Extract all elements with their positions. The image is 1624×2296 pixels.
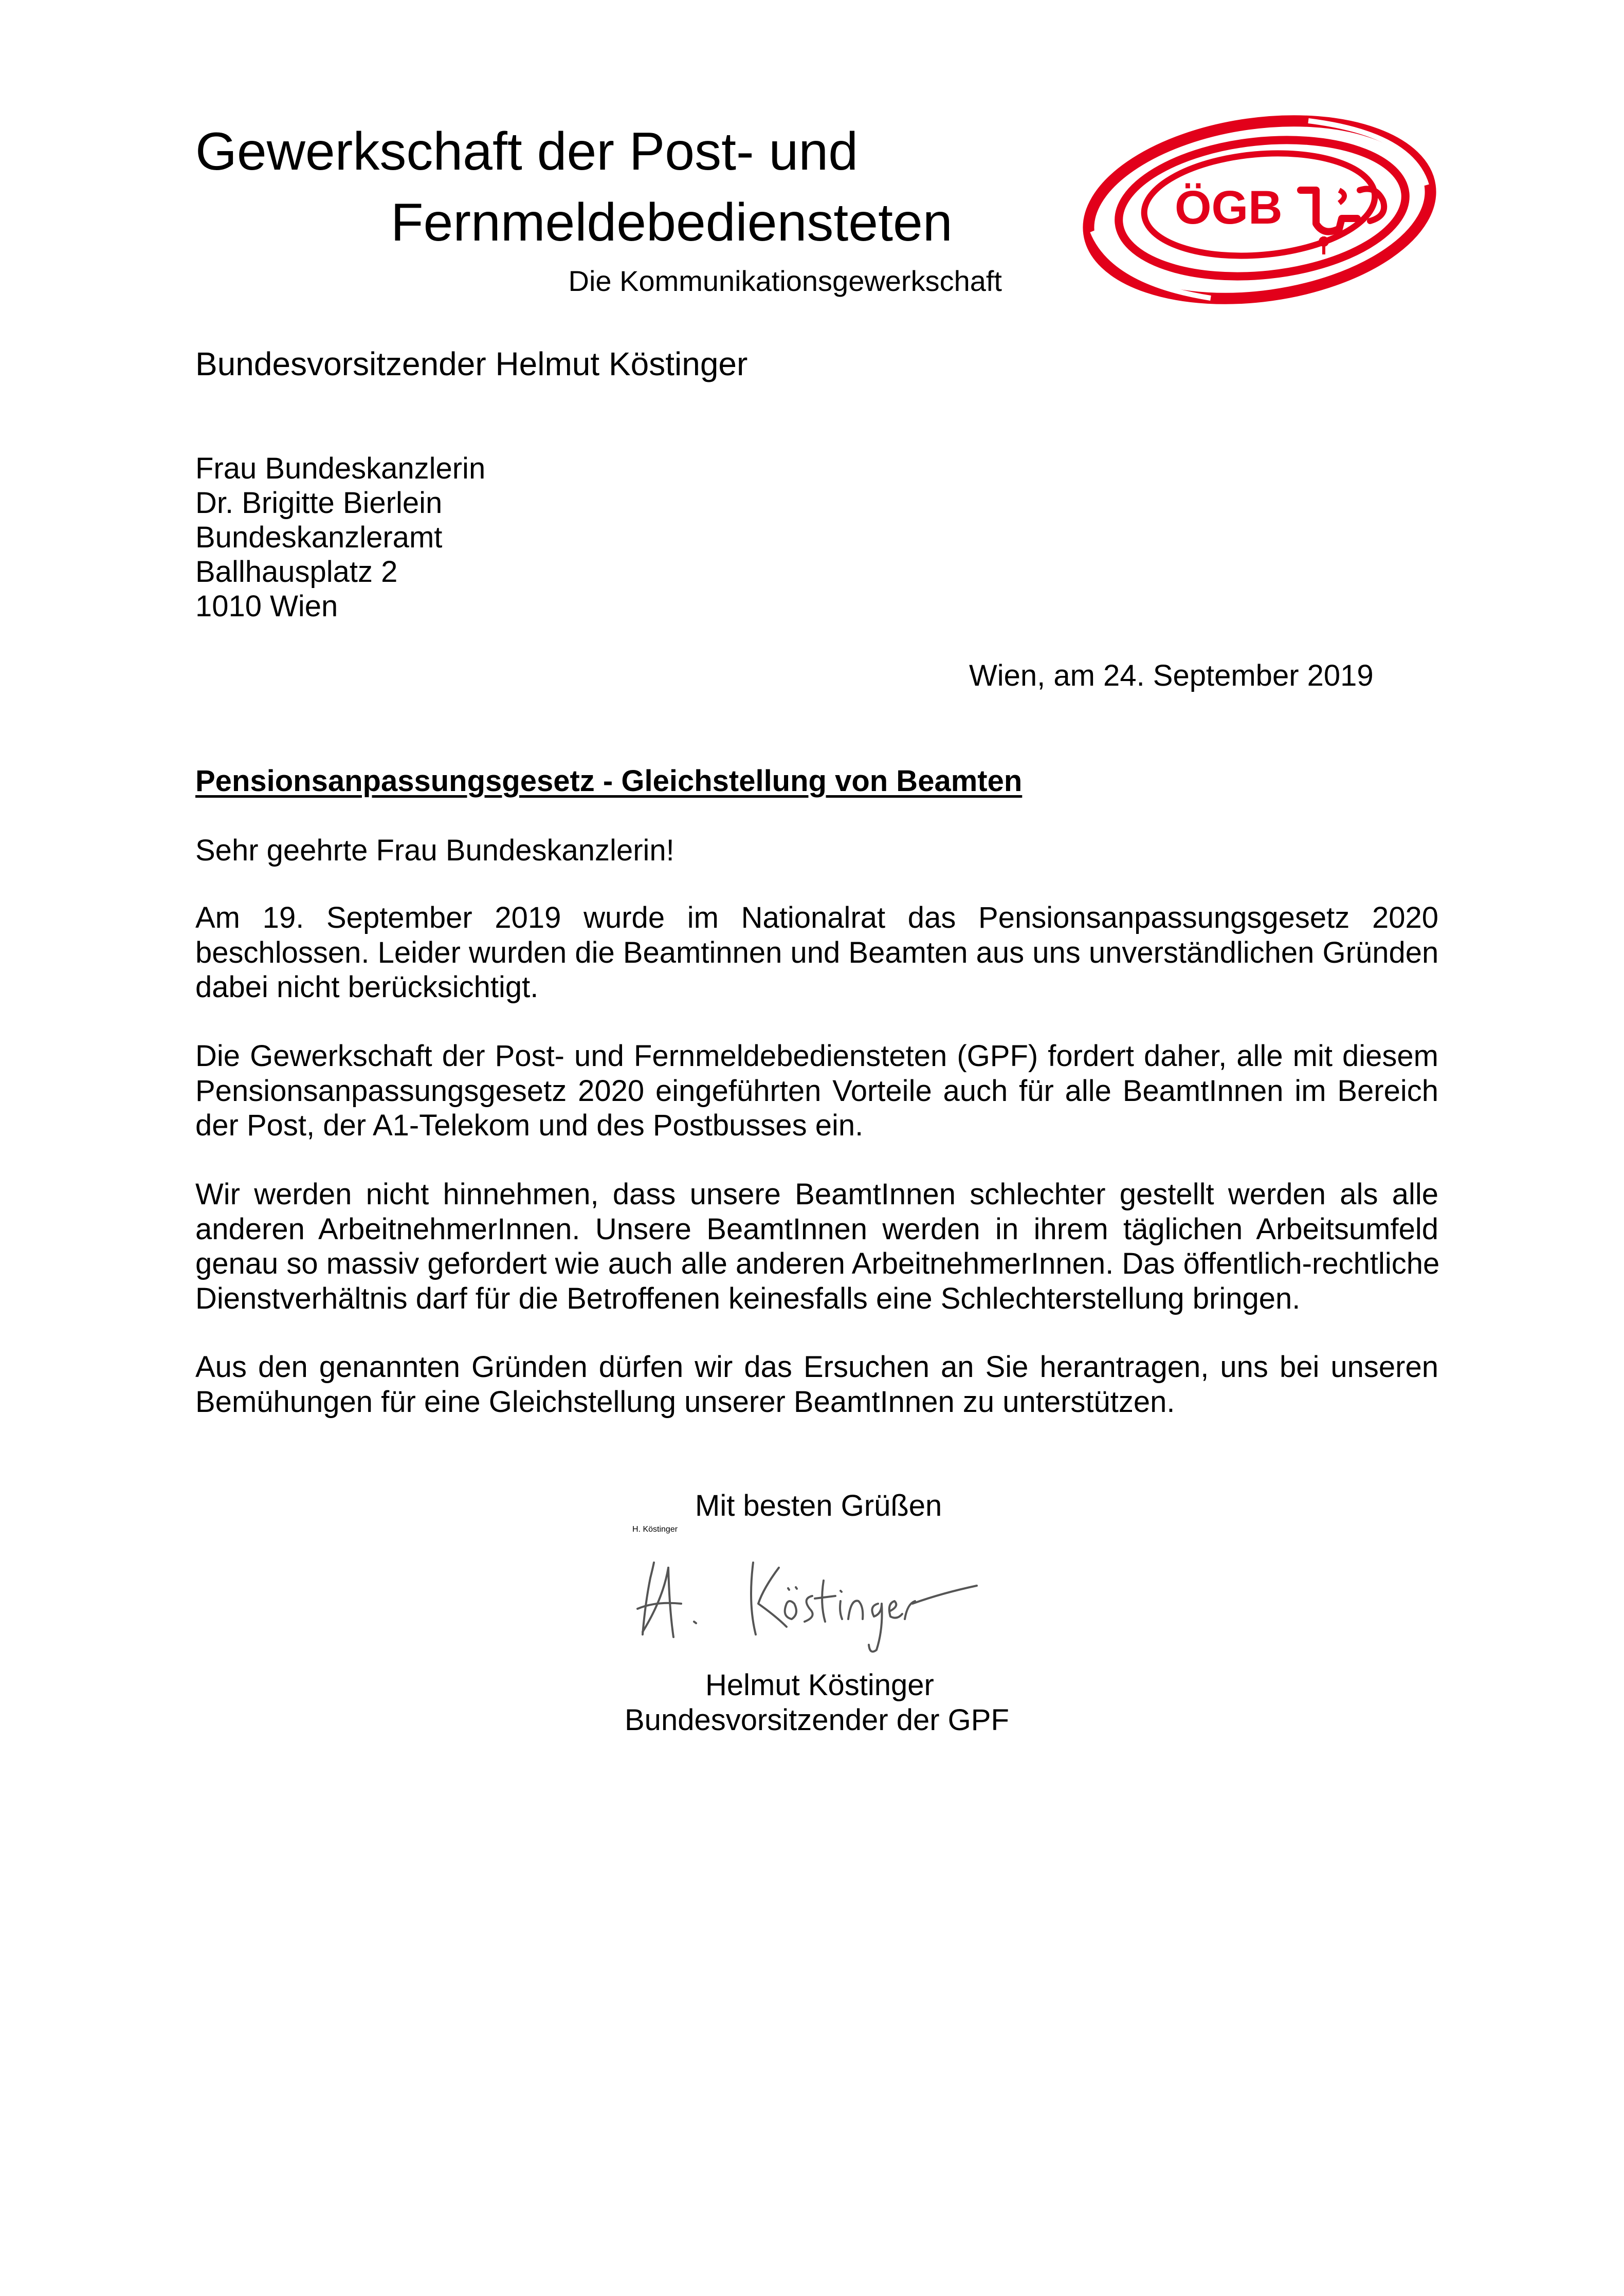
oegb-gpf-logo-icon [1082, 113, 1437, 306]
paragraph-line: genau so massiv gefordert wie auch alle anderen ArbeitnehmerInnen. Das öffentlich-rechtliche [195, 1247, 1440, 1280]
chairman-line: Bundesvorsitzender Helmut Köstinger [195, 345, 748, 382]
paragraph-line: anderen ArbeitnehmerInnen. Unsere BeamtInnen werden in ihrem täglichen Arbeitsumfeld [195, 1212, 1438, 1246]
closing-greeting: Mit besten Grüßen [695, 1489, 942, 1522]
paragraph-line: Aus den genannten Gründen dürfen wir das Ersuchen an Sie herantragen, uns bei unseren [195, 1350, 1438, 1384]
letter-subject: Pensionsanpassungsgesetz - Gleichstellung von Beamten [195, 764, 1023, 798]
paragraph-line: dabei nicht berücksichtigt. [195, 970, 539, 1004]
body-paragraph-1 [195, 901, 1438, 1005]
paragraph-line: Bemühungen für eine Gleichstellung unserer BeamtInnen zu unterstützen. [195, 1385, 1175, 1419]
letter-date: Wien, am 24. September 2019 [969, 659, 1374, 692]
signer-name: Helmut Köstinger [705, 1668, 934, 1702]
organization-name-line2: Fernmeldebediensteten [391, 193, 953, 252]
address-line: Frau Bundeskanzlerin [195, 452, 486, 485]
svg-text:H. Köstinger: H. Köstinger [632, 1525, 678, 1534]
recipient-address [195, 451, 485, 623]
organization-tagline: Die Kommunikationsgewerkschaft [568, 265, 1002, 297]
paragraph-line: Pensionsanpassungsgesetz 2020 eingeführten Vorteile auch für alle BeamtInnen im Bereich [195, 1074, 1438, 1108]
salutation: Sehr geehrte Frau Bundeskanzlerin! [195, 834, 674, 867]
paragraph-line: der Post, der A1-Telekom und des Postbusses ein. [195, 1109, 864, 1142]
organization-name-line1: Gewerkschaft der Post- und [195, 122, 859, 181]
paragraph-line: Dienstverhältnis darf für die Betroffenen keinesfalls eine Schlechterstellung bringen. [195, 1281, 1301, 1315]
paragraph-line: Am 19. September 2019 wurde im Nationalrat das Pensionsanpassungsgesetz 2020 [195, 901, 1438, 934]
address-line: Bundeskanzleramt [195, 521, 443, 554]
svg-text:ÖGB: ÖGB [1175, 181, 1283, 234]
paragraph-line: Die Gewerkschaft der Post- und Fernmeldebediensteten (GPF) fordert daher, alle mit diesem [195, 1039, 1438, 1073]
handwritten-signature-icon [632, 1525, 982, 1660]
body-paragraph-2 [195, 1039, 1438, 1143]
address-line: Dr. Brigitte Bierlein [195, 486, 443, 520]
body-paragraph-4 [195, 1350, 1438, 1419]
paragraph-line: beschlossen. Leider wurden die Beamtinnen und Beamten aus uns unverständlichen Gründen [195, 935, 1439, 969]
address-line: Ballhausplatz 2 [195, 555, 398, 589]
address-line: 1010 Wien [195, 590, 338, 623]
signer-title: Bundesvorsitzender der GPF [625, 1703, 1009, 1737]
body-paragraph-3 [195, 1177, 1438, 1316]
paragraph-line: Wir werden nicht hinnehmen, dass unsere BeamtInnen schlechter gestellt werden als alle [195, 1178, 1438, 1211]
